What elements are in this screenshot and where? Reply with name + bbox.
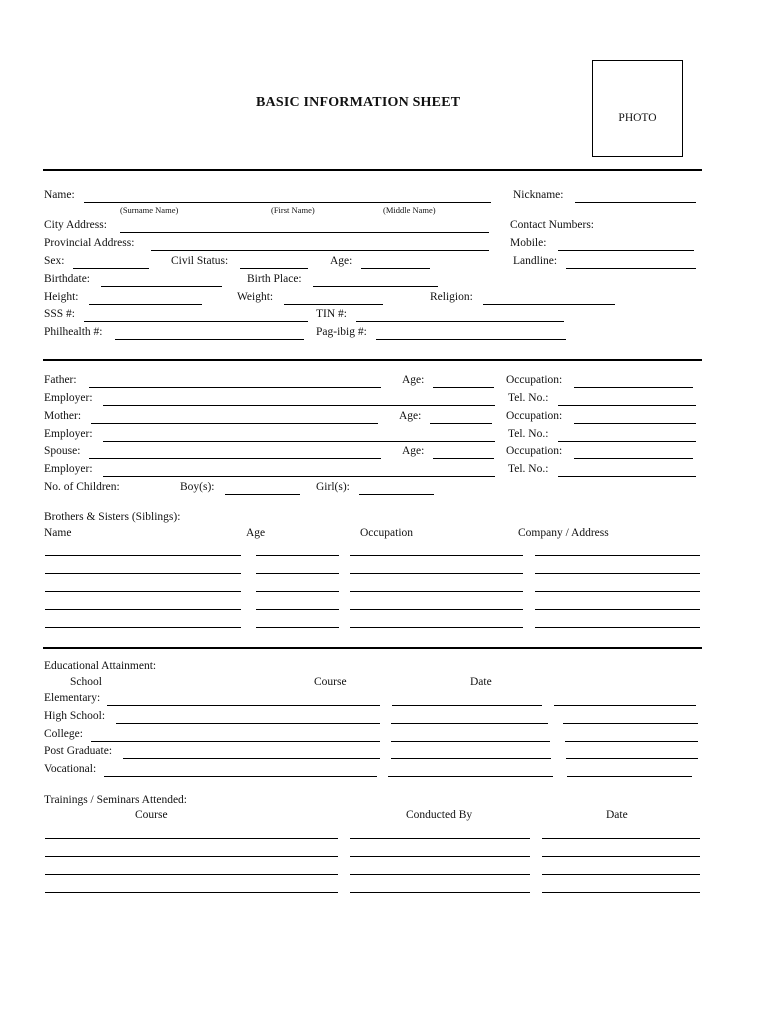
elementary-label: Elementary: (44, 692, 101, 704)
trainings-heading: Trainings / Seminars Attended: (44, 794, 188, 806)
training-date-field[interactable] (542, 856, 700, 857)
height-label: Height: (44, 291, 79, 303)
weight-field[interactable] (284, 304, 383, 305)
philhealth-field[interactable] (115, 339, 304, 340)
civil-status-field[interactable] (240, 268, 308, 269)
high-school-date-field[interactable] (563, 723, 698, 724)
father-occupation-field[interactable] (574, 387, 693, 388)
weight-label: Weight: (237, 291, 274, 303)
religion-field[interactable] (483, 304, 615, 305)
training-conducted-by-field[interactable] (350, 892, 530, 893)
education-heading: Educational Attainment: (44, 660, 157, 672)
mother-tel-label: Tel. No.: (508, 428, 549, 440)
nickname-field[interactable] (575, 202, 696, 203)
sibling-company-field[interactable] (535, 555, 700, 556)
sex-label: Sex: (44, 255, 65, 267)
father-label: Father: (44, 374, 77, 386)
provincial-address-field[interactable] (151, 250, 489, 251)
education-col-school: School (70, 676, 102, 688)
sibling-name-field[interactable] (45, 573, 241, 574)
sibling-company-field[interactable] (535, 573, 700, 574)
sibling-occupation-field[interactable] (350, 573, 523, 574)
tin-field[interactable] (356, 321, 564, 322)
education-col-date: Date (470, 676, 492, 688)
elementary-school-field[interactable] (107, 705, 380, 706)
no-of-children-label: No. of Children: (44, 481, 120, 493)
sibling-name-field[interactable] (45, 609, 241, 610)
birth-place-label: Birth Place: (247, 273, 302, 285)
mother-employer-field[interactable] (103, 441, 495, 442)
college-date-field[interactable] (565, 741, 698, 742)
sibling-occupation-field[interactable] (350, 555, 523, 556)
siblings-col-company: Company / Address (518, 527, 609, 539)
sibling-age-field[interactable] (256, 573, 339, 574)
surname-hint: (Surname Name) (120, 205, 179, 215)
college-label: College: (44, 728, 83, 740)
first-name-hint: (First Name) (271, 205, 315, 215)
pagibig-field[interactable] (376, 339, 566, 340)
sss-label: SSS #: (44, 308, 76, 320)
father-tel-label: Tel. No.: (508, 392, 549, 404)
vocational-date-field[interactable] (567, 776, 692, 777)
section-divider (43, 359, 702, 361)
father-employer-field[interactable] (103, 405, 495, 406)
photo-label: PHOTO (618, 112, 657, 124)
high-school-label: High School: (44, 710, 106, 722)
sss-field[interactable] (84, 321, 308, 322)
sibling-occupation-field[interactable] (350, 627, 523, 628)
sibling-name-field[interactable] (45, 591, 241, 592)
training-date-field[interactable] (542, 874, 700, 875)
spouse-age-label: Age: (402, 445, 425, 457)
sibling-occupation-field[interactable] (350, 591, 523, 592)
sibling-age-field[interactable] (256, 591, 339, 592)
training-conducted-by-field[interactable] (350, 856, 530, 857)
siblings-col-age: Age (246, 527, 266, 539)
father-field[interactable] (89, 387, 381, 388)
spouse-age-field[interactable] (433, 458, 494, 459)
landline-field[interactable] (566, 268, 696, 269)
mother-label: Mother: (44, 410, 82, 422)
training-conducted-by-field[interactable] (350, 838, 530, 839)
father-occupation-label: Occupation: (506, 374, 563, 386)
mother-occupation-field[interactable] (574, 423, 696, 424)
training-course-field[interactable] (45, 874, 338, 875)
provincial-address-label: Provincial Address: (44, 237, 135, 249)
father-age-label: Age: (402, 374, 425, 386)
mother-occupation-label: Occupation: (506, 410, 563, 422)
college-course-field[interactable] (391, 741, 550, 742)
sibling-age-field[interactable] (256, 627, 339, 628)
photo-box[interactable] (592, 60, 683, 157)
sibling-company-field[interactable] (535, 609, 700, 610)
sibling-age-field[interactable] (256, 555, 339, 556)
spouse-label: Spouse: (44, 445, 81, 457)
post-graduate-school-field[interactable] (123, 758, 380, 759)
vocational-course-field[interactable] (388, 776, 553, 777)
post-graduate-label: Post Graduate: (44, 745, 113, 757)
training-course-field[interactable] (45, 838, 338, 839)
mother-age-field[interactable] (430, 423, 492, 424)
birthdate-label: Birthdate: (44, 273, 90, 285)
post-graduate-date-field[interactable] (566, 758, 698, 759)
landline-label: Landline: (513, 255, 558, 267)
elementary-date-field[interactable] (554, 705, 696, 706)
sibling-company-field[interactable] (535, 591, 700, 592)
college-school-field[interactable] (91, 741, 380, 742)
elementary-course-field[interactable] (392, 705, 542, 706)
age-field[interactable] (361, 268, 430, 269)
trainings-col-course: Course (135, 809, 168, 821)
religion-label: Religion: (430, 291, 473, 303)
siblings-col-name: Name (44, 527, 72, 539)
father-age-field[interactable] (433, 387, 494, 388)
education-col-course: Course (314, 676, 347, 688)
mother-employer-label: Employer: (44, 428, 93, 440)
page-title: BASIC INFORMATION SHEET (256, 95, 461, 110)
father-tel-field[interactable] (558, 405, 696, 406)
boys-label: Boy(s): (180, 481, 215, 493)
nickname-label: Nickname: (513, 189, 564, 201)
high-school-course-field[interactable] (391, 723, 548, 724)
spouse-employer-field[interactable] (103, 476, 495, 477)
age-label: Age: (330, 255, 353, 267)
sibling-name-field[interactable] (45, 555, 241, 556)
mother-age-label: Age: (399, 410, 422, 422)
tin-label: TIN #: (316, 308, 347, 320)
training-date-field[interactable] (542, 838, 700, 839)
trainings-col-conducted-by: Conducted By (406, 809, 473, 821)
training-conducted-by-field[interactable] (350, 874, 530, 875)
sibling-company-field[interactable] (535, 627, 700, 628)
height-field[interactable] (89, 304, 202, 305)
city-address-field[interactable] (120, 232, 489, 233)
mobile-field[interactable] (558, 250, 694, 251)
girls-label: Girl(s): (316, 481, 350, 493)
sibling-occupation-field[interactable] (350, 609, 523, 610)
spouse-field[interactable] (89, 458, 381, 459)
mother-tel-field[interactable] (558, 441, 696, 442)
vocational-school-field[interactable] (104, 776, 377, 777)
mother-field[interactable] (91, 423, 378, 424)
spouse-employer-label: Employer: (44, 463, 93, 475)
trainings-col-date: Date (606, 809, 628, 821)
section-divider (43, 169, 702, 171)
sibling-age-field[interactable] (256, 609, 339, 610)
father-employer-label: Employer: (44, 392, 93, 404)
siblings-col-occupation: Occupation (360, 527, 414, 539)
boys-field[interactable] (225, 494, 300, 495)
middle-name-hint: (Middle Name) (383, 205, 436, 215)
sex-field[interactable] (73, 268, 149, 269)
training-course-field[interactable] (45, 856, 338, 857)
city-address-label: City Address: (44, 219, 107, 231)
mobile-label: Mobile: (510, 237, 547, 249)
section-divider (43, 647, 702, 649)
pagibig-label: Pag-ibig #: (316, 326, 367, 338)
spouse-occupation-label: Occupation: (506, 445, 563, 457)
spouse-tel-field[interactable] (558, 476, 696, 477)
contact-numbers-label: Contact Numbers: (510, 219, 594, 231)
high-school-school-field[interactable] (116, 723, 380, 724)
post-graduate-course-field[interactable] (391, 758, 551, 759)
training-date-field[interactable] (542, 892, 700, 893)
training-course-field[interactable] (45, 892, 338, 893)
siblings-heading: Brothers & Sisters (Siblings): (44, 511, 181, 523)
birth-place-field[interactable] (313, 286, 438, 287)
vocational-label: Vocational: (44, 763, 97, 775)
civil-status-label: Civil Status: (171, 255, 229, 267)
birthdate-field[interactable] (101, 286, 222, 287)
name-field[interactable] (84, 202, 491, 203)
spouse-tel-label: Tel. No.: (508, 463, 549, 475)
girls-field[interactable] (359, 494, 434, 495)
spouse-occupation-field[interactable] (574, 458, 693, 459)
philhealth-label: Philhealth #: (44, 326, 103, 338)
name-label: Name: (44, 189, 75, 201)
sibling-name-field[interactable] (45, 627, 241, 628)
